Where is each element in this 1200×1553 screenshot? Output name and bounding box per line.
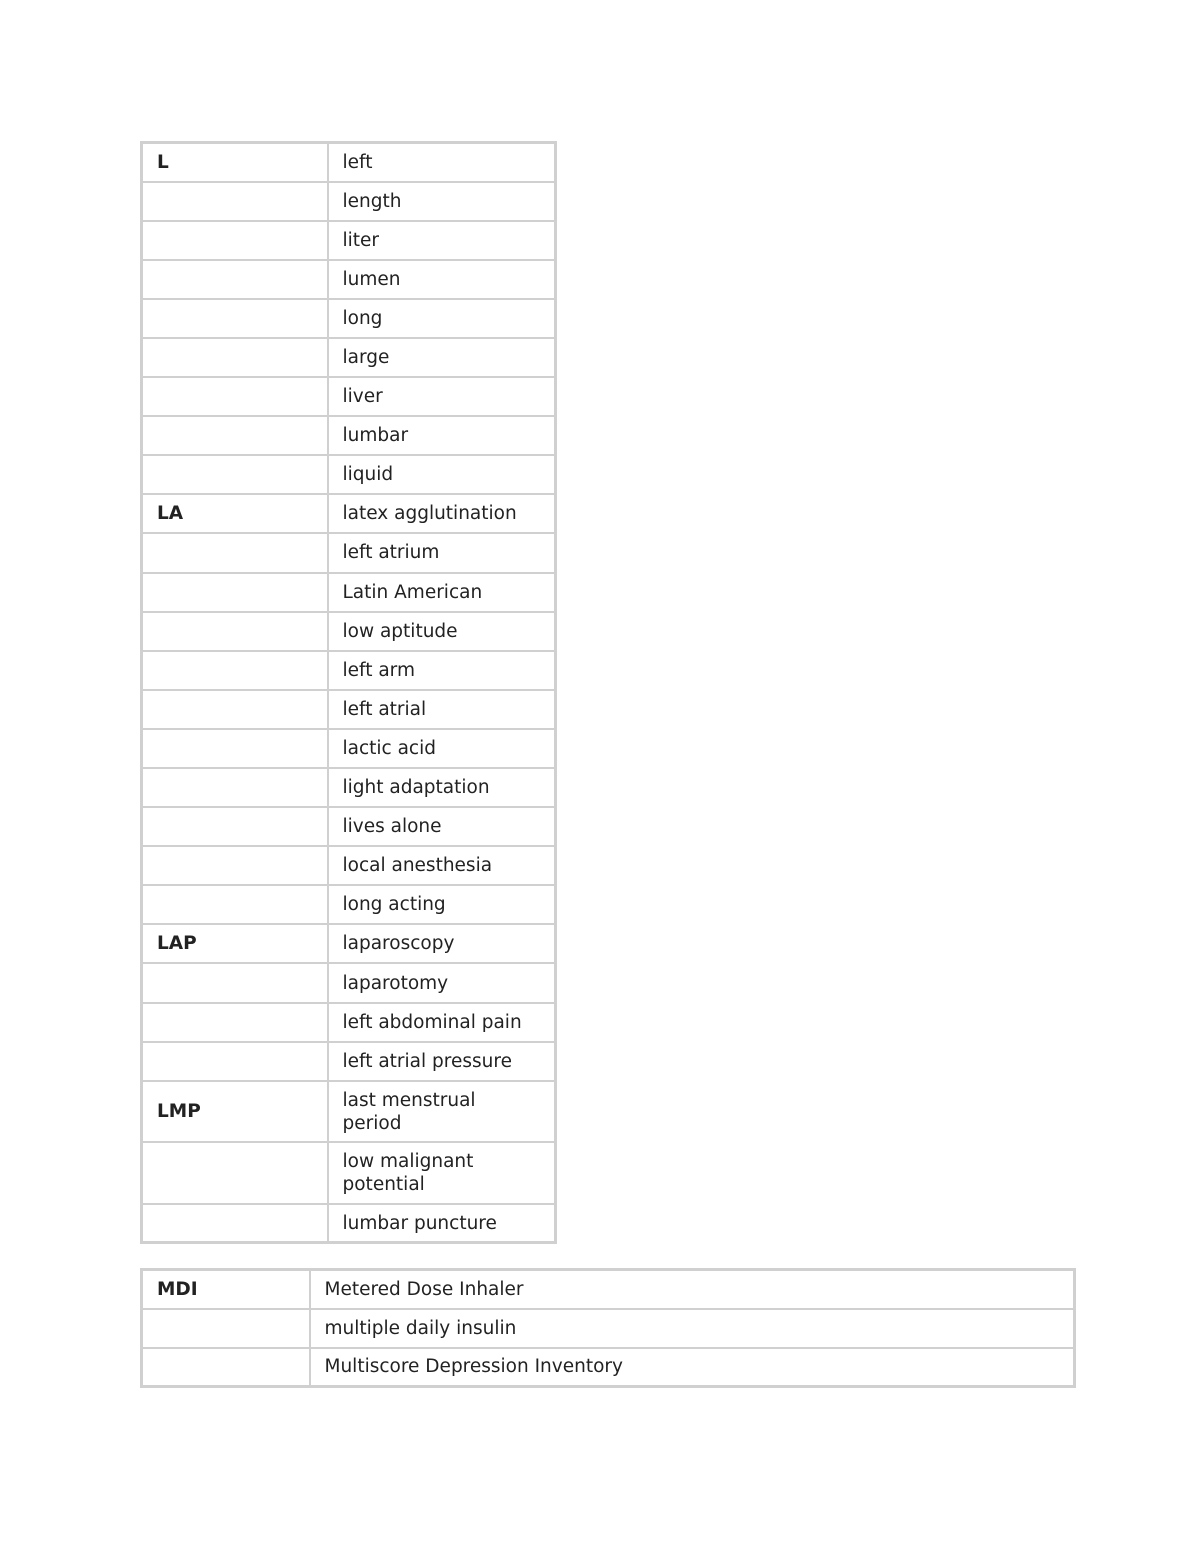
table-row	[142, 963, 556, 1002]
definition-cell	[328, 455, 556, 494]
definition-text: liter	[342, 229, 380, 251]
abbreviation-cell	[142, 260, 328, 299]
definition-cell	[328, 494, 556, 533]
definition-text: left abdominal pain	[342, 1011, 522, 1033]
definition-text: length	[342, 190, 402, 212]
abbreviation-cell: MDI	[142, 1270, 310, 1309]
abbreviation-cell	[142, 1042, 328, 1081]
table-row	[142, 1204, 556, 1243]
table-row	[142, 455, 556, 494]
abbreviation-cell	[142, 533, 328, 572]
table-row	[142, 494, 556, 533]
abbreviation-cell	[142, 573, 328, 612]
table-row	[142, 885, 556, 924]
table-row	[142, 338, 556, 377]
abbreviation-cell: L	[142, 143, 328, 182]
table-row	[142, 377, 556, 416]
definition-cell	[328, 729, 556, 768]
table-row	[142, 651, 556, 690]
definition-cell	[328, 182, 556, 221]
definition-text: low malignant potential	[342, 1151, 474, 1195]
definition-cell	[310, 1309, 1075, 1348]
abbreviation-cell: LMP	[142, 1081, 328, 1143]
definition-cell	[328, 533, 556, 572]
definition-cell	[328, 885, 556, 924]
definition-text: lumbar puncture	[342, 1212, 497, 1234]
definition-cell	[328, 651, 556, 690]
table-row	[142, 260, 556, 299]
definition-cell	[328, 221, 556, 260]
definition-text: laparoscopy	[342, 933, 455, 955]
definition-cell	[328, 963, 556, 1002]
definition-text: lumen	[342, 268, 401, 290]
definition-text: left atrial pressure	[342, 1050, 512, 1072]
abbreviation-cell	[142, 1309, 310, 1348]
table-row	[142, 416, 556, 455]
abbreviation-cell	[142, 768, 328, 807]
table-row	[142, 690, 556, 729]
definition-text: left	[342, 151, 373, 173]
abbreviation-cell	[142, 1348, 310, 1387]
definition-cell	[328, 846, 556, 885]
table-row	[142, 924, 556, 963]
abbreviation-cell	[142, 221, 328, 260]
definition-text: lactic acid	[342, 737, 436, 759]
definition-cell	[328, 299, 556, 338]
abbreviation-cell	[142, 1204, 328, 1243]
abbreviation-cell	[142, 612, 328, 651]
table-row	[142, 612, 556, 651]
table-row	[142, 807, 556, 846]
definition-cell	[328, 924, 556, 963]
definition-text: large	[342, 347, 390, 369]
definition-cell	[328, 338, 556, 377]
abbreviations-table-m	[140, 1268, 1076, 1388]
definition-cell	[328, 143, 556, 182]
table-row	[142, 299, 556, 338]
table-row	[142, 846, 556, 885]
table-row	[142, 768, 556, 807]
table-row	[142, 182, 556, 221]
abbreviation-cell	[142, 1003, 328, 1042]
definition-cell	[328, 807, 556, 846]
abbreviation-cell	[142, 455, 328, 494]
abbreviation-cell	[142, 651, 328, 690]
definition-text: last menstrual period	[342, 1089, 476, 1134]
abbreviation-cell	[142, 416, 328, 455]
definition-text: left arm	[342, 659, 415, 681]
table-row	[142, 1142, 556, 1204]
definition-text: left atrial	[342, 698, 427, 720]
abbreviations-table-l	[140, 141, 557, 1244]
definition-cell	[328, 260, 556, 299]
definition-text: Multiscore Depression Inventory	[324, 1356, 623, 1378]
definition-cell	[328, 1142, 556, 1204]
definition-cell	[328, 377, 556, 416]
definition-text: lives alone	[342, 816, 442, 838]
abbreviation-cell	[142, 338, 328, 377]
definition-cell	[328, 1204, 556, 1243]
abbreviation-cell	[142, 846, 328, 885]
abbreviation-cell	[142, 1142, 328, 1204]
table-row	[142, 1348, 1075, 1387]
definition-cell	[328, 612, 556, 651]
definition-text: long	[342, 307, 383, 329]
definition-text: Metered Dose Inhaler	[324, 1278, 524, 1300]
table-row	[142, 1042, 556, 1081]
abbreviation-cell: LA	[142, 494, 328, 533]
definition-cell	[310, 1270, 1075, 1309]
table-row	[142, 1003, 556, 1042]
definition-text: laparotomy	[342, 972, 449, 994]
definition-text: left atrium	[342, 542, 440, 564]
abbreviation-cell	[142, 299, 328, 338]
abbreviation-cell	[142, 963, 328, 1002]
abbreviation-cell	[142, 807, 328, 846]
definition-text: local anesthesia	[342, 855, 493, 877]
definition-text: long acting	[342, 894, 446, 916]
definition-cell	[310, 1348, 1075, 1387]
definition-cell	[328, 690, 556, 729]
definition-cell	[328, 1081, 556, 1143]
table-row	[142, 143, 556, 182]
abbreviation-cell: LAP	[142, 924, 328, 963]
abbreviation-cell	[142, 182, 328, 221]
table-row	[142, 221, 556, 260]
table-row	[142, 573, 556, 612]
table-row	[142, 729, 556, 768]
definition-text: latex agglutination	[342, 503, 517, 525]
definition-text: light adaptation	[342, 777, 490, 799]
definition-cell	[328, 573, 556, 612]
definition-text: liquid	[342, 464, 394, 486]
definition-text: Latin American	[342, 581, 483, 603]
definition-cell	[328, 416, 556, 455]
table-row	[142, 1081, 556, 1143]
abbreviation-cell	[142, 729, 328, 768]
table-row	[142, 1309, 1075, 1348]
definition-text: multiple daily insulin	[324, 1317, 517, 1339]
abbreviation-cell	[142, 377, 328, 416]
definition-text: lumbar	[342, 425, 409, 447]
definition-cell	[328, 768, 556, 807]
table-row	[142, 1270, 1075, 1309]
definition-text: liver	[342, 386, 383, 408]
abbreviation-cell	[142, 690, 328, 729]
definition-cell	[328, 1003, 556, 1042]
table-row	[142, 533, 556, 572]
definition-cell	[328, 1042, 556, 1081]
abbreviation-cell	[142, 885, 328, 924]
definition-text: low aptitude	[342, 620, 458, 642]
